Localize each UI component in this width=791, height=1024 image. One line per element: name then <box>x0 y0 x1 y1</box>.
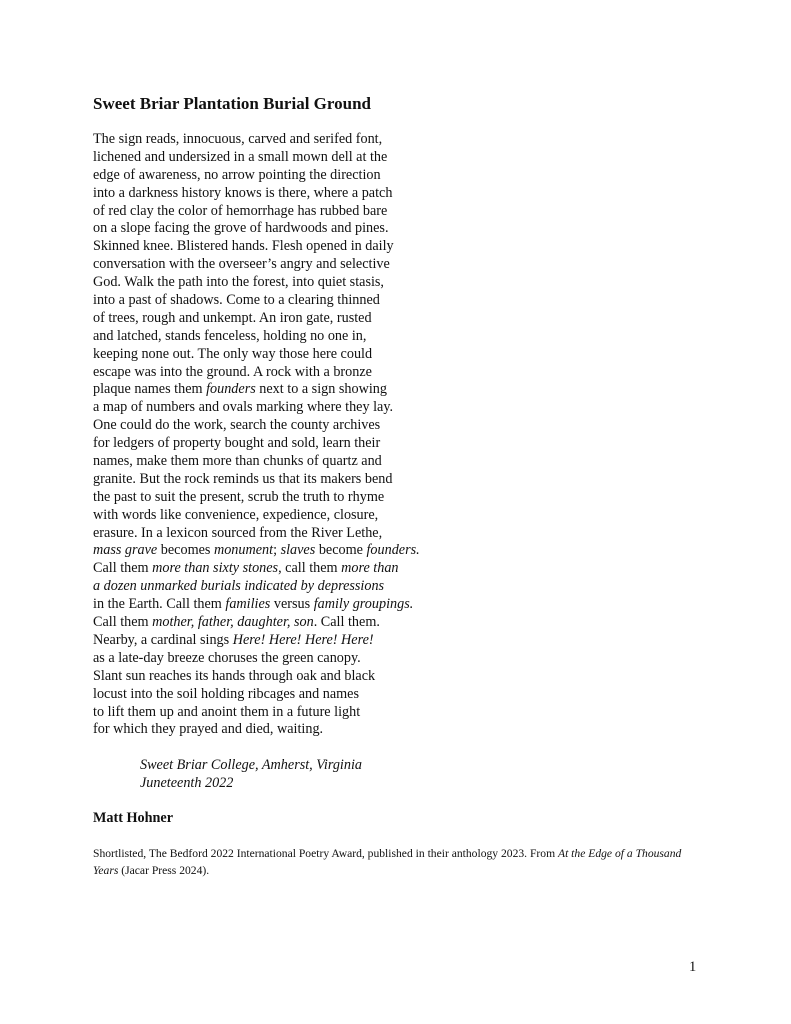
poem-text: and latched, stands fenceless, holding no one in, <box>93 327 367 344</box>
poem-text: keeping none out. The only way those here could <box>93 345 373 362</box>
poem-line <box>93 453 420 471</box>
poem-title: Sweet Briar Plantation Burial Ground <box>93 94 372 113</box>
poem-line <box>93 167 420 185</box>
poem-text: , call them <box>278 560 342 577</box>
poem-italic-text: founders. <box>366 542 420 559</box>
poem-text: becomes <box>157 542 214 559</box>
poem-line <box>93 346 420 364</box>
poem-italic-text: slaves <box>280 542 316 559</box>
poem-line <box>93 185 420 203</box>
poem-text: into a past of shadows. Come to a clearing thinned <box>93 292 380 309</box>
poem-italic-text: more than sixty stones <box>152 560 279 577</box>
publication-note <box>93 845 703 879</box>
poem-italic-text: founders <box>206 381 256 398</box>
poem-line <box>93 721 420 739</box>
poem-text: of red clay the color of hemorrhage has rubbed bare <box>93 202 388 219</box>
poem-text: versus <box>270 596 314 613</box>
poem-line <box>93 542 420 560</box>
poem-text: next to a sign showing <box>255 381 387 398</box>
poem-italic-text: a dozen unmarked burials indicated by depressions <box>93 578 385 595</box>
poem-line <box>93 310 420 328</box>
poem-line <box>93 381 420 399</box>
note-suffix: (Jacar Press 2024). <box>118 864 210 877</box>
poem-text: The sign reads, innocuous, carved and serifed font, <box>93 131 383 147</box>
poem-line <box>93 507 420 525</box>
poem-line <box>93 632 420 650</box>
poem-text: Call them <box>93 560 153 577</box>
poem-line <box>93 328 420 346</box>
poem-text: Nearby, a cardinal sings <box>93 631 233 648</box>
poem-text: God. Walk the path into the forest, into quiet stasis, <box>93 274 384 291</box>
poem-text: plaque names them <box>93 381 207 398</box>
poem-line <box>93 364 420 382</box>
poem-text: a map of numbers and ovals marking where they lay. <box>93 399 394 416</box>
poem-text: to lift them up and anoint them in a future light <box>93 703 361 720</box>
poem-line <box>93 417 420 435</box>
poem-italic-text: family groupings. <box>313 596 414 613</box>
poem-line <box>93 220 420 238</box>
poem-text: Call them <box>93 614 153 631</box>
poem-line <box>93 668 420 686</box>
poem-italic-text: families <box>225 596 271 613</box>
poem-line <box>93 596 420 614</box>
poem-text: in the Earth. Call them <box>93 596 226 613</box>
poem-text: conversation with the overseer’s angry and selective <box>93 256 390 273</box>
note-book-title: At the Edge of a Thousand Years <box>93 847 682 877</box>
poem-line <box>93 399 420 417</box>
poem-line <box>93 238 420 256</box>
poem-line <box>93 704 420 722</box>
poem-italic-text: mass grave <box>93 542 158 559</box>
author-name: Matt Hohner <box>93 810 173 826</box>
poem-text: on a slope facing the grove of hardwoods and pines. <box>93 220 389 237</box>
poem-text: names, make them more than chunks of quartz and <box>93 453 382 470</box>
poem-text: of trees, rough and unkempt. An iron gate, rusted <box>93 309 372 326</box>
poem-text: erasure. In a lexicon sourced from the River Lethe, <box>93 524 383 541</box>
poem-text: into a darkness history knows is there, where a patch <box>93 184 393 201</box>
poem-text: Slant sun reaches its hands through oak and black <box>93 667 376 684</box>
poem-italic-text: mother, father, daughter, son <box>152 614 314 631</box>
poem-text: for ledgers of property bought and sold, learn their <box>93 435 381 452</box>
poem-italic-text: Here! Here! Here! Here! <box>232 631 374 648</box>
poem-text: locust into the soil holding ribcages and names <box>93 685 359 702</box>
poem-text: the past to suit the present, scrub the truth to rhyme <box>93 488 385 505</box>
poem-text: as a late-day breeze choruses the green canopy. <box>93 649 361 666</box>
dateline-place: Sweet Briar College, Amherst, Virginia <box>140 757 362 773</box>
note-prefix: Shortlisted, The Bedford 2022 International Poetry Award, published in their anthology 2023. From <box>93 847 558 860</box>
poem-text: Skinned knee. Blistered hands. Flesh opened in daily <box>93 238 394 255</box>
poem-text: escape was into the ground. A rock with a bronze <box>93 363 372 380</box>
poem-text: for which they prayed and died, waiting. <box>93 721 324 738</box>
dateline-date: Juneteenth 2022 <box>140 775 234 791</box>
poem-text: . Call them. <box>313 614 380 631</box>
page-number: 1 <box>689 959 697 975</box>
poem-line <box>93 650 420 668</box>
poem-line <box>93 560 420 578</box>
poem-line <box>93 149 420 167</box>
poem-line <box>93 435 420 453</box>
poem-line <box>93 489 420 507</box>
poem-line <box>93 131 420 149</box>
poem-text: become <box>315 542 367 559</box>
poem-text: ; <box>273 542 281 559</box>
poem-line <box>93 578 420 596</box>
poem-text: lichened and undersized in a small mown dell at the <box>93 148 388 165</box>
dateline <box>140 756 362 792</box>
poem-line <box>93 686 420 704</box>
poem-line <box>93 274 420 292</box>
poem-line <box>93 256 420 274</box>
poem-line <box>93 292 420 310</box>
poem-text: One could do the work, search the county archives <box>93 417 381 434</box>
poem-italic-text: more than <box>341 560 399 577</box>
poem-line <box>93 203 420 221</box>
poem-text: edge of awareness, no arrow pointing the direction <box>93 166 381 183</box>
poem-text: granite. But the rock reminds us that its makers bend <box>93 470 393 487</box>
poem-line <box>93 525 420 543</box>
poem-italic-text: monument <box>213 542 274 559</box>
poem-body <box>93 131 420 739</box>
poem-line <box>93 614 420 632</box>
poem-text: with words like convenience, expedience, closure, <box>93 506 379 523</box>
poem-line <box>93 471 420 489</box>
